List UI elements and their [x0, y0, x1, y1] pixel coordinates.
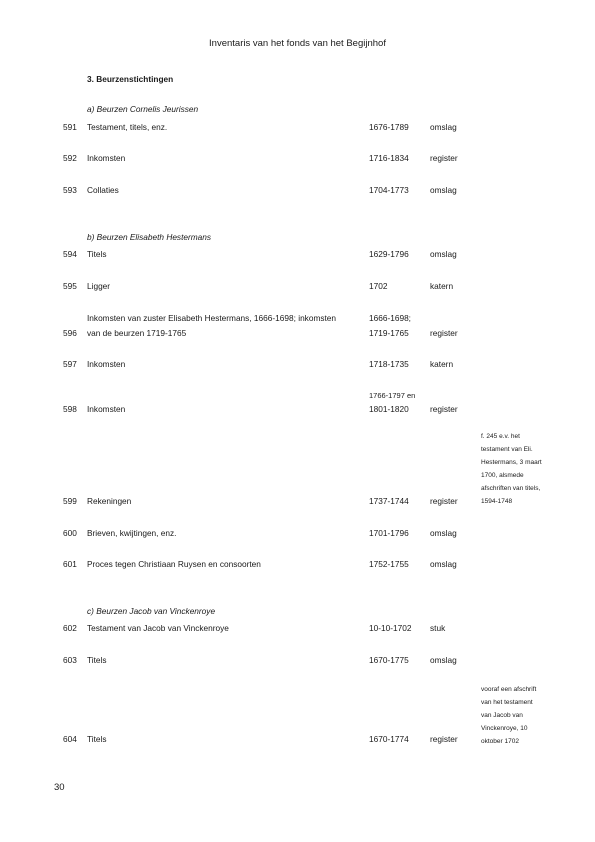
inventory-description: Inkomsten — [87, 153, 126, 163]
inventory-date: 1629-1796 — [369, 249, 409, 259]
inventory-description: Titels — [87, 655, 107, 665]
inventory-date-line1: 1666-1698; — [369, 313, 411, 323]
inventory-number: 591 — [63, 122, 77, 132]
inventory-description: Titels — [87, 249, 107, 259]
inventory-date: 1702 — [369, 281, 388, 291]
inventory-date: 10-10-1702 — [369, 623, 412, 633]
inventory-form: register — [430, 404, 458, 414]
inventory-description: Inkomsten — [87, 359, 126, 369]
inventory-date: 1716-1834 — [369, 153, 409, 163]
inventory-row-601 — [0, 559, 595, 571]
note-line: Hestermans, 3 maart — [481, 459, 542, 467]
inventory-date: 1676-1789 — [369, 122, 409, 132]
inventory-description: Testament, titels, enz. — [87, 122, 168, 132]
note-line: Vinckenroye, 10 — [481, 725, 528, 733]
note-line: 1700, alsmede — [481, 472, 524, 480]
inventory-row-603 — [0, 655, 595, 667]
page-header: Inventaris van het fonds van het Begijnhof — [209, 38, 386, 49]
note-line: vooraf een afschrift — [481, 686, 537, 693]
inventory-number: 598 — [63, 404, 77, 414]
inventory-row-596 — [0, 328, 595, 340]
inventory-description: Testament van Jacob van Vinckenroye — [87, 623, 229, 633]
inventory-form: omslag — [430, 185, 457, 195]
inventory-form: register — [430, 496, 458, 506]
inventory-number: 602 — [63, 623, 77, 633]
inventory-date: 1719-1765 — [369, 328, 409, 338]
inventory-description: Collaties — [87, 185, 119, 195]
inventory-form: register — [430, 328, 458, 338]
inventory-number: 595 — [63, 281, 77, 291]
inventory-form: omslag — [430, 528, 457, 538]
inventory-row-597 — [0, 359, 595, 371]
inventory-date: 1752-1755 — [369, 559, 409, 569]
inventory-date: 1737-1744 — [369, 496, 409, 506]
note-line: testament van Eli. — [481, 446, 533, 454]
note-line: 1594-1748 — [481, 498, 513, 506]
inventory-description: Brieven, kwijtingen, enz. — [87, 528, 177, 538]
note-line: van het testament — [481, 699, 533, 707]
inventory-form: register — [430, 734, 458, 744]
inventory-form: omslag — [430, 249, 457, 259]
section-title: 3. Beurzenstichtingen — [87, 74, 174, 84]
page-number: 30 — [54, 782, 65, 793]
inventory-form: stuk — [430, 623, 446, 633]
inventory-row-595 — [0, 281, 595, 293]
inventory-row-604 — [0, 734, 595, 746]
inventory-date: 1801-1820 — [369, 404, 409, 414]
inventory-row-599 — [0, 496, 595, 508]
inventory-number: 597 — [63, 359, 77, 369]
inventory-number: 604 — [63, 734, 77, 744]
inventory-date: 1701-1796 — [369, 528, 409, 538]
inventory-number: 601 — [63, 559, 77, 569]
inventory-date-line1: 1766-1797 en — [369, 391, 416, 400]
inventory-form: katern — [430, 281, 454, 291]
inventory-date: 1718-1735 — [369, 359, 409, 369]
inventory-row-594 — [0, 249, 595, 261]
inventory-number: 596 — [63, 328, 77, 338]
subsection-heading-b: b) Beurzen Elisabeth Hestermans — [87, 232, 212, 242]
inventory-description: Inkomsten — [87, 404, 126, 414]
inventory-form: omslag — [430, 559, 457, 569]
inventory-row-598 — [0, 404, 595, 416]
inventory-date: 1704-1773 — [369, 185, 409, 195]
inventory-description: Titels — [87, 734, 107, 744]
inventory-row-602 — [0, 623, 595, 635]
inventory-form: katern — [430, 359, 454, 369]
inventory-description: van de beurzen 1719-1765 — [87, 328, 187, 338]
inventory-number: 592 — [63, 153, 77, 163]
inventory-number: 593 — [63, 185, 77, 195]
note-line: van Jacob van — [481, 712, 523, 720]
inventory-form: omslag — [430, 655, 457, 665]
inventory-row-600 — [0, 528, 595, 540]
inventory-number: 594 — [63, 249, 77, 259]
inventory-form: omslag — [430, 122, 457, 132]
note-line: afschriften van titels, — [481, 485, 541, 493]
inventory-description: Rekeningen — [87, 496, 132, 506]
subsection-heading-c: c) Beurzen Jacob van Vinckenroye — [87, 606, 216, 616]
inventory-number: 603 — [63, 655, 77, 665]
inventory-row-591 — [0, 122, 595, 134]
subsection-heading-a: a) Beurzen Cornelis Jeurissen — [87, 104, 199, 114]
inventory-row-592 — [0, 153, 595, 165]
inventory-number: 599 — [63, 496, 77, 506]
inventory-row-593 — [0, 185, 595, 197]
inventory-description-line1: Inkomsten van zuster Elisabeth Hestermans, 1666-1698; inkomsten — [87, 313, 337, 323]
inventory-number: 600 — [63, 528, 77, 538]
note-line: oktober 1702 — [481, 738, 519, 746]
inventory-description: Proces tegen Christiaan Ruysen en consoorten — [87, 559, 261, 569]
inventory-date: 1670-1774 — [369, 734, 409, 744]
inventory-description: Ligger — [87, 281, 111, 291]
note-line: f. 245 e.v. het — [481, 433, 520, 440]
inventory-form: register — [430, 153, 458, 163]
inventory-date: 1670-1775 — [369, 655, 409, 665]
